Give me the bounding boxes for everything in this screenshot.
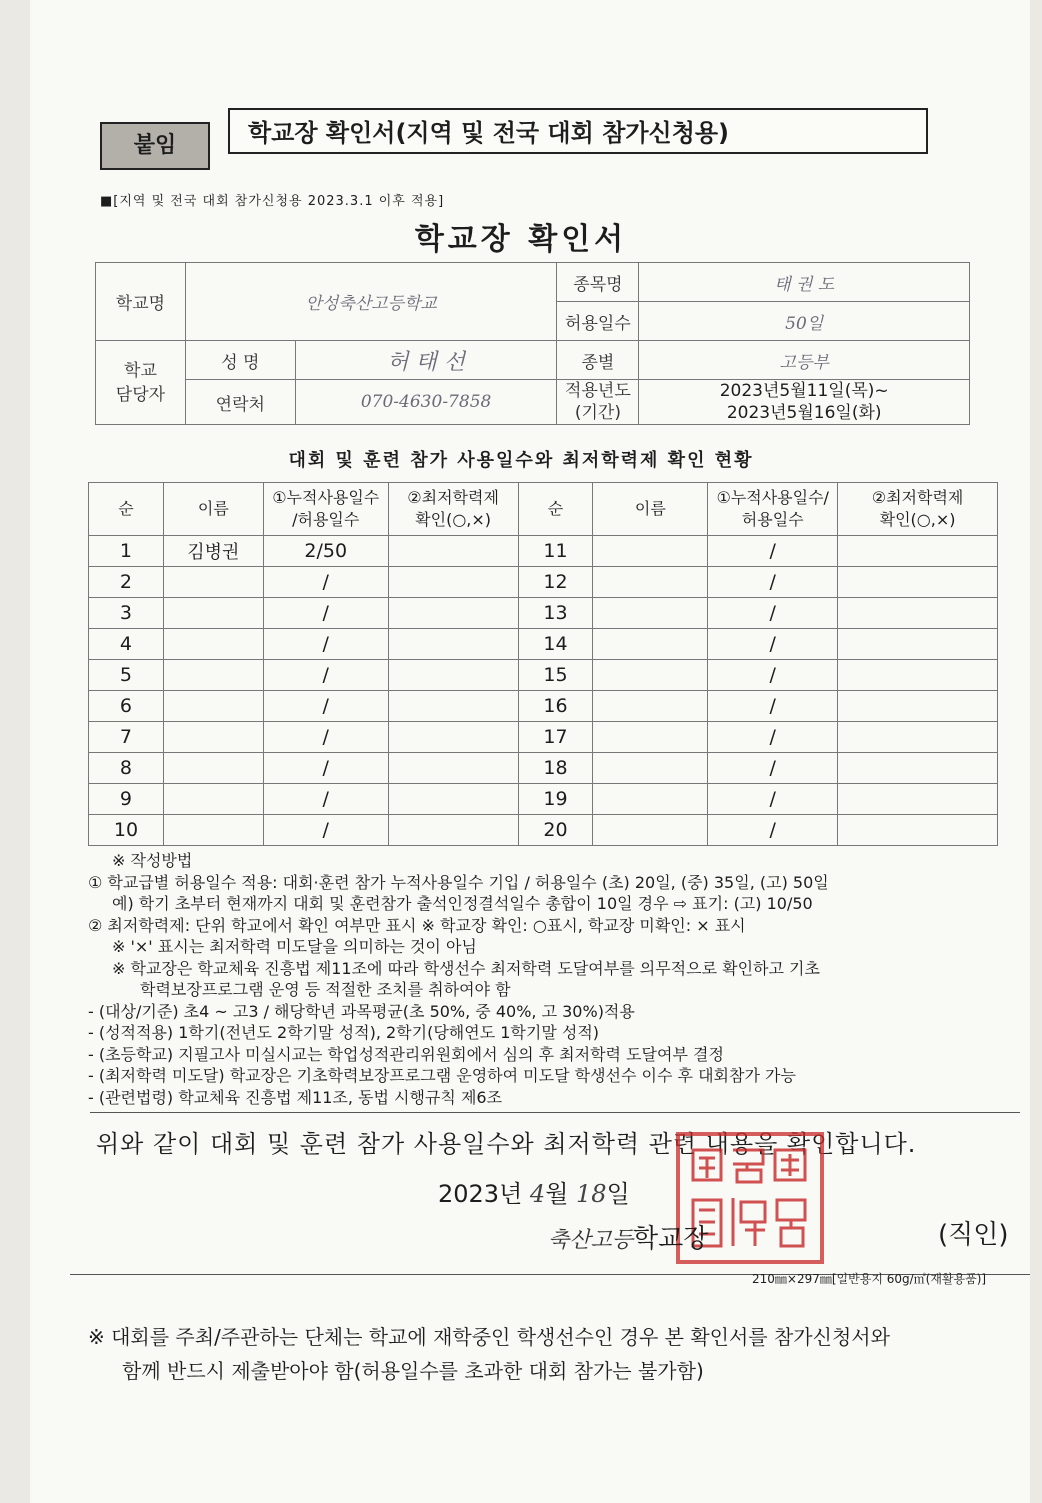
notes-line: 예) 학기 초부터 현재까지 대회 및 훈련참가 출석인정결석일수 총합이 10일 경우 ⇨ 표기: (고) 10/50 [112,894,813,913]
table-row: 3 / 13 / [89,598,998,629]
period-start: 2023년5월11일(목)~ [719,381,889,401]
form-title: 학교장 확인서(지역 및 전국 대회 참가신청용) [228,108,928,154]
header-days-right: ①누적사용일수/ 허용일수 [708,483,838,536]
table-row: 8 / 18 / [89,753,998,784]
confirmation-statement: 위와 같이 대회 및 훈련 참가 사용일수와 최저학력 관련 내용을 확인합니다. [96,1130,917,1158]
allowed-days-value: 50일 [639,302,970,341]
writing-instructions [88,850,1018,1108]
header-academic: ②최저학력제 확인(○,×) [388,483,518,536]
contact-label: 연락처 [185,380,295,425]
signature-date [438,1174,630,1209]
notes-line: 학력보장프로그램 운영 등 적절한 조치를 취하여야 함 [140,980,511,999]
period-value [639,380,970,425]
date-day-unit: 일 [606,1180,630,1208]
date-year: 2023년 [438,1180,523,1208]
records-table [88,482,998,846]
contact-value: 070-4630-7858 [295,380,557,425]
footer-line: 함께 반드시 제출받아야 함(허용일수를 초과한 대회 참가는 불가함) [122,1359,704,1383]
principal-title: 학교장 [633,1224,709,1254]
table-row: 6 / 16 / [89,691,998,722]
notes-heading: ※ 작성방법 [112,851,193,870]
division-label: 종별 [557,341,639,380]
table-row: 2 / 12 / [89,567,998,598]
table-row: 7 / 17 / [89,722,998,753]
table-row: 4 / 14 / [89,629,998,660]
seal-label: (직인) [938,1220,1009,1250]
notes-line: ※ '×' 표시는 최저학력 미도달을 의미하는 것이 아님 [112,937,477,956]
divider [90,1112,1020,1113]
notes-line: - (성적적용) 1학기(전년도 2학기말 성적), 2학기(당해연도 1학기말 성적) [88,1023,600,1042]
table-row: 1 김병권 2/50 11 / [89,536,998,567]
notes-line: ② 최저학력제: 단위 학교에서 확인 여부만 표시 ※ 학교장 확인: ○표시, 학교장 미확인: × 표시 [88,915,746,935]
period-end: 2023년5월16일(화) [726,403,882,423]
contact-person-label: 학교 담당자 [96,341,186,425]
person-name-label: 성 명 [185,341,295,380]
school-name-label: 학교명 [96,263,186,341]
notes-line: - (대상/기준) 초4 ~ 고3 / 해당학년 과목평균(초 50%, 중 40%, 고 30%)적용 [88,1001,635,1021]
header-name-right: 이름 [593,483,708,536]
records-section-title: 대회 및 훈련 참가 사용일수와 최저학력제 확인 현황 [288,450,754,471]
footer-line: ※ 대회를 주최/주관하는 단체는 학교에 재학중인 학생선수인 경우 본 확인서를 참가신청서와 [88,1325,890,1349]
date-month-unit: 월 [545,1180,569,1208]
notes-line: - (관련법령) 학교체육 진흥법 제11조, 동법 시행규칙 제6조 [88,1087,503,1107]
person-name-value: 허 태 선 [295,341,557,380]
sport-value: 태 권 도 [639,263,970,302]
header-academic-right: ②최저학력제 확인(○,×) [838,483,998,536]
period-label: 적용년도 (기간) [557,380,639,425]
header-name: 이름 [163,483,263,536]
notes-line: ※ 학교장은 학교체육 진흥법 제11조에 따라 학생선수 최저학력 도달여부를 의무적으로 확인하고 기초 [112,958,820,978]
allowed-days-label: 허용일수 [557,302,639,341]
date-month: 4 [529,1180,546,1208]
notes-line: ① 학교급별 허용일수 적용: 대회·훈련 참가 누적사용일수 기입 / 허용일수 (초) 20일, (중) 35일, (고) 50일 [88,872,829,892]
school-name-value: 안성축산고등학교 [185,263,557,341]
table-row: 10 / 20 / [89,815,998,846]
attachment-label: 붙임 [100,122,210,170]
usage-note: ■[지역 및 전국 대회 참가신청용 2023.3.1 이후 적용] [100,194,445,209]
header-no: 순 [89,483,164,536]
table-row: 5 / 15 / [89,660,998,691]
date-day: 18 [576,1180,607,1208]
records-header-row [89,483,998,536]
footer-note [88,1320,890,1388]
school-handwritten-name: 축산고등 [548,1228,634,1253]
paper-spec: 210㎜×297㎜[일반용지 60g/㎡(재활용품)] [752,1272,987,1286]
main-title: 학교장 확인서 [414,222,628,257]
table-row: 9 / 19 / [89,784,998,815]
sport-label: 종목명 [557,263,639,302]
notes-line: - (초등학교) 지필고사 미실시교는 학업성적관리위원회에서 심의 후 최저학력 도달여부 결정 [88,1044,724,1064]
info-table [95,262,970,425]
header-days: ①누적사용일수 /허용일수 [263,483,388,536]
header-no-right: 순 [518,483,593,536]
division-value: 고등부 [639,341,970,380]
principal-signature [548,1218,708,1255]
notes-line: - (최저학력 미도달) 학교장은 기초학력보장프로그램 운영하여 미도달 학생선수 이수 후 대회참가 가능 [88,1066,796,1085]
